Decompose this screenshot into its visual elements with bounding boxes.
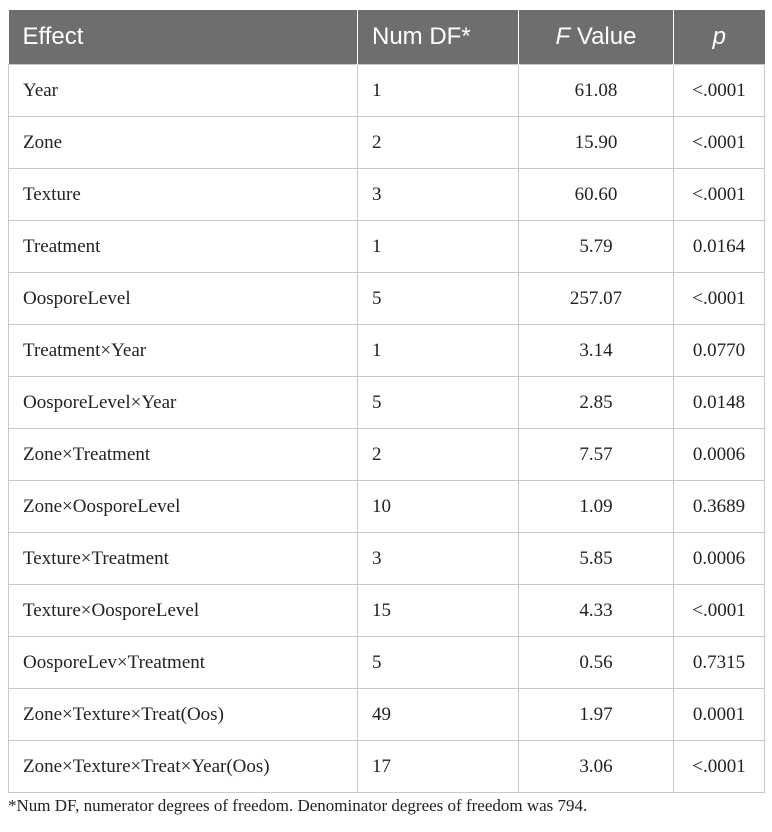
header-row [9,10,765,65]
cell-effect: OosporeLev×Treatment [9,637,358,689]
cell-num-df: 3 [358,533,519,585]
cell-num-df: 2 [358,429,519,481]
header-f-rest: Value [570,23,637,50]
cell-num-df: 5 [358,637,519,689]
cell-effect: Treatment×Year [9,325,358,377]
cell-num-df: 1 [358,221,519,273]
cell-p: <.0001 [674,117,765,169]
cell-effect: Zone×Texture×Treat×Year(Oos) [9,741,358,793]
table-row [9,273,765,325]
cell-p: <.0001 [674,273,765,325]
cell-p: 0.7315 [674,637,765,689]
table-row [9,65,765,117]
cell-p: <.0001 [674,65,765,117]
header-num-df: Num DF* [358,10,519,65]
cell-f-value: 15.90 [519,117,674,169]
cell-p: <.0001 [674,741,765,793]
cell-f-value: 0.56 [519,637,674,689]
cell-num-df: 15 [358,585,519,637]
cell-f-value: 1.97 [519,689,674,741]
cell-f-value: 3.14 [519,325,674,377]
cell-num-df: 2 [358,117,519,169]
cell-num-df: 49 [358,689,519,741]
cell-effect: OosporeLevel×Year [9,377,358,429]
cell-num-df: 1 [358,325,519,377]
cell-p: 0.0148 [674,377,765,429]
cell-f-value: 1.09 [519,481,674,533]
cell-num-df: 10 [358,481,519,533]
cell-p: <.0001 [674,585,765,637]
cell-num-df: 3 [358,169,519,221]
header-p: p [674,10,765,65]
header-f-value [519,10,674,65]
cell-effect: Zone×Treatment [9,429,358,481]
cell-f-value: 3.06 [519,741,674,793]
anova-table [8,10,765,793]
cell-f-value: 4.33 [519,585,674,637]
table-row [9,377,765,429]
table-row [9,533,765,585]
cell-f-value: 2.85 [519,377,674,429]
cell-effect: Year [9,65,358,117]
cell-effect: Zone [9,117,358,169]
cell-f-value: 60.60 [519,169,674,221]
cell-effect: Treatment [9,221,358,273]
table-body [9,65,765,793]
table-row [9,585,765,637]
table-row [9,221,765,273]
cell-f-value: 257.07 [519,273,674,325]
cell-num-df: 5 [358,273,519,325]
cell-effect: Zone×OosporeLevel [9,481,358,533]
table-footnote: *Num DF, numerator degrees of freedom. Denominator degrees of freedom was 794. [8,796,588,815]
cell-p: 0.0164 [674,221,765,273]
cell-p: <.0001 [674,169,765,221]
cell-num-df: 17 [358,741,519,793]
cell-num-df: 5 [358,377,519,429]
table-row [9,117,765,169]
cell-effect: Texture×OosporeLevel [9,585,358,637]
cell-p: 0.0006 [674,533,765,585]
cell-p: 0.0001 [674,689,765,741]
table-row [9,429,765,481]
table-row [9,481,765,533]
table-row [9,637,765,689]
cell-effect: Texture [9,169,358,221]
header-effect: Effect [9,10,358,65]
table-row [9,325,765,377]
table-row [9,689,765,741]
cell-num-df: 1 [358,65,519,117]
cell-f-value: 61.08 [519,65,674,117]
cell-f-value: 7.57 [519,429,674,481]
table-row [9,741,765,793]
cell-f-value: 5.79 [519,221,674,273]
cell-p: 0.3689 [674,481,765,533]
cell-f-value: 5.85 [519,533,674,585]
cell-effect: Zone×Texture×Treat(Oos) [9,689,358,741]
table-header [9,10,765,65]
header-f-italic: F [555,23,571,50]
cell-effect: Texture×Treatment [9,533,358,585]
cell-effect: OosporeLevel [9,273,358,325]
table-row [9,169,765,221]
cell-p: 0.0006 [674,429,765,481]
cell-p: 0.0770 [674,325,765,377]
